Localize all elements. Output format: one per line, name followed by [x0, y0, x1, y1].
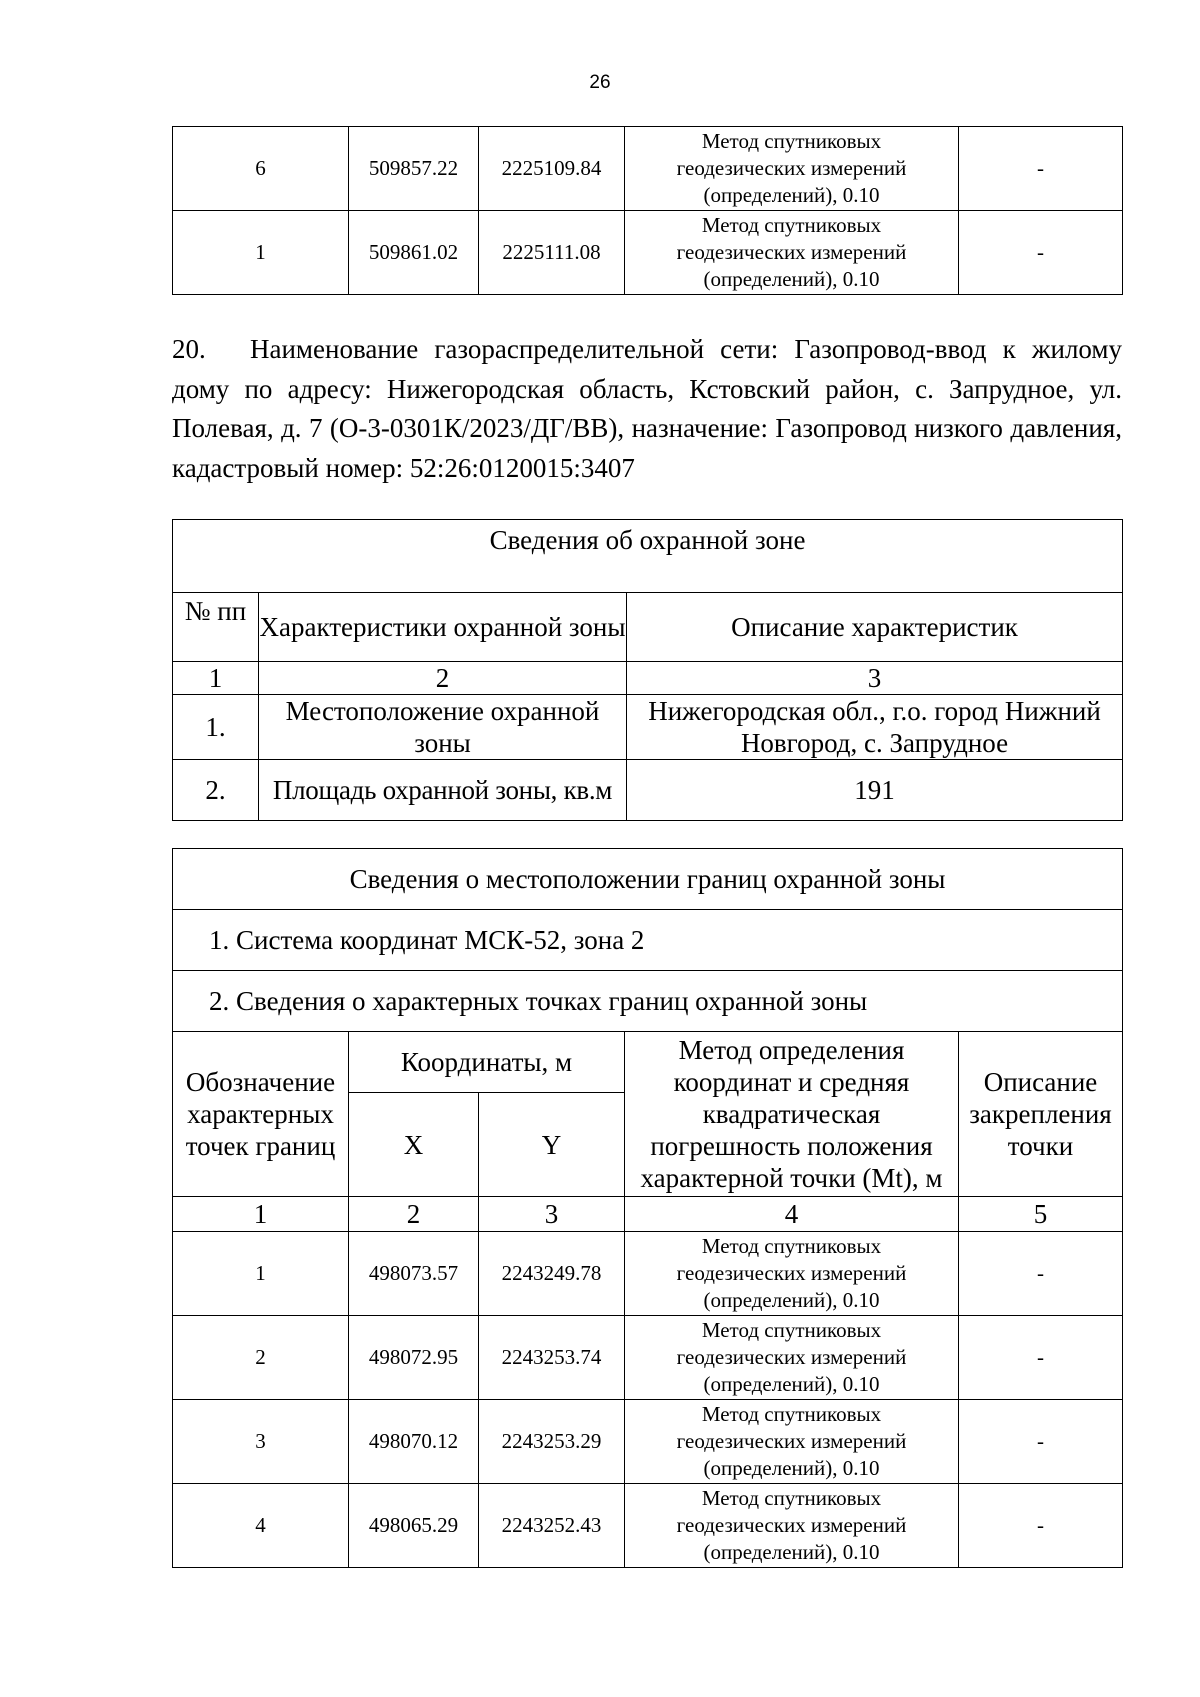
point-description: - [959, 127, 1123, 211]
coord-x: 498065.29 [349, 1484, 479, 1568]
point-number: 1 [173, 1232, 349, 1316]
table-row [173, 211, 1123, 295]
coord-y: 2225109.84 [479, 127, 625, 211]
coordinate-system: 1. Система координат МСК-52, зона 2 [173, 910, 1123, 971]
row-characteristic: Местоположение охранной зоны [259, 695, 627, 760]
method-cell [625, 211, 959, 295]
coord-y: 2225111.08 [479, 211, 625, 295]
method-cell [625, 1400, 959, 1484]
coord-y: 2243249.78 [479, 1232, 625, 1316]
method-line: Метод спутниковых [701, 129, 882, 153]
method-line: Метод спутниковых [701, 1234, 882, 1258]
col-number: 5 [959, 1197, 1123, 1232]
page-number: 26 [589, 72, 611, 93]
table-row [173, 760, 1123, 821]
table-row [173, 1316, 1123, 1400]
method-line: (определений), 0.10 [703, 183, 880, 207]
method-line: Метод спутниковых [701, 1486, 882, 1510]
col-number: 1 [173, 662, 259, 695]
method-line: Метод спутниковых [701, 1318, 882, 1342]
method-line: (определений), 0.10 [703, 1540, 880, 1564]
method-line: (определений), 0.10 [703, 267, 880, 291]
method-cell [625, 1316, 959, 1400]
col-number: 2 [349, 1197, 479, 1232]
coord-y: 2243252.43 [479, 1484, 625, 1568]
method-line: (определений), 0.10 [703, 1372, 880, 1396]
coord-y: 2243253.29 [479, 1400, 625, 1484]
header-characteristics: Характеристики охранной зоны [259, 593, 627, 662]
header-number: № пп [173, 593, 259, 662]
method-cell [625, 1232, 959, 1316]
network-paragraph [172, 330, 1122, 488]
paragraph-text: Наименование газораспределительной сети: Газопровод-ввод к жилому дому по адресу: Нижегородская область, Кстовский район, с. Запрудное, ул. Полевая, д. 7 (О-3-0301К/2023/ДГ/ВВ), назначение: Газопровод низкого давления, кадастровый номер: 52:26:0120015:3407 [172, 334, 1122, 483]
point-number: 6 [173, 127, 349, 211]
coord-x: 509857.22 [349, 127, 479, 211]
row-characteristic: Площадь охранной зоны, кв.м [259, 760, 627, 821]
coord-x: 498073.57 [349, 1232, 479, 1316]
coord-y: 2243253.74 [479, 1316, 625, 1400]
point-description: - [959, 1232, 1123, 1316]
method-line: геодезических измерений [676, 156, 907, 180]
point-description: - [959, 1316, 1123, 1400]
header-coordinates: Координаты, м [349, 1032, 625, 1093]
method-line: геодезических измерений [676, 1429, 907, 1453]
row-value: Нижегородская обл., г.о. город Нижний Новгород, с. Запрудное [627, 695, 1123, 760]
method-line: геодезических измерений [676, 240, 907, 264]
point-number: 1 [173, 211, 349, 295]
method-cell [625, 1484, 959, 1568]
col-number: 1 [173, 1197, 349, 1232]
method-line: геодезических измерений [676, 1513, 907, 1537]
zone-table-title: Сведения об охранной зоне [173, 520, 1123, 593]
row-value: 191 [627, 760, 1123, 821]
header-x: X [349, 1093, 479, 1197]
coord-x: 498070.12 [349, 1400, 479, 1484]
point-description: - [959, 1484, 1123, 1568]
method-line: Метод спутниковых [701, 1402, 882, 1426]
col-number: 3 [479, 1197, 625, 1232]
boundary-coordinates-table [172, 848, 1123, 1568]
point-number: 4 [173, 1484, 349, 1568]
point-number: 2 [173, 1316, 349, 1400]
row-number: 1. [173, 695, 259, 760]
table-row [173, 127, 1123, 211]
paragraph-number: 20. [172, 334, 206, 364]
points-heading: 2. Сведения о характерных точках границ охранной зоны [173, 971, 1123, 1032]
header-description: Описание характеристик [627, 593, 1123, 662]
table-row [173, 1232, 1123, 1316]
table-row [173, 1400, 1123, 1484]
header-y: Y [479, 1093, 625, 1197]
top-coordinates-table [172, 126, 1123, 295]
table-row [173, 1484, 1123, 1568]
table-row [173, 695, 1123, 760]
boundary-table-title: Сведения о местоположении границ охранной зоны [173, 849, 1123, 910]
col-number: 2 [259, 662, 627, 695]
header-point-description: Описание закрепления точки [959, 1032, 1123, 1197]
point-description: - [959, 1400, 1123, 1484]
row-number: 2. [173, 760, 259, 821]
point-number: 3 [173, 1400, 349, 1484]
header-designation: Обозначение характерных точек границ [173, 1032, 349, 1197]
coord-x: 509861.02 [349, 211, 479, 295]
method-line: геодезических измерений [676, 1345, 907, 1369]
col-number: 4 [625, 1197, 959, 1232]
method-cell [625, 127, 959, 211]
coord-x: 498072.95 [349, 1316, 479, 1400]
header-method: Метод определения координат и средняя квадратическая погрешность положения характерной точки (Mt), м [625, 1032, 959, 1197]
method-line: Метод спутниковых [701, 213, 882, 237]
point-description: - [959, 211, 1123, 295]
method-line: геодезических измерений [676, 1261, 907, 1285]
method-line: (определений), 0.10 [703, 1288, 880, 1312]
protection-zone-table [172, 519, 1123, 821]
method-line: (определений), 0.10 [703, 1456, 880, 1480]
col-number: 3 [627, 662, 1123, 695]
